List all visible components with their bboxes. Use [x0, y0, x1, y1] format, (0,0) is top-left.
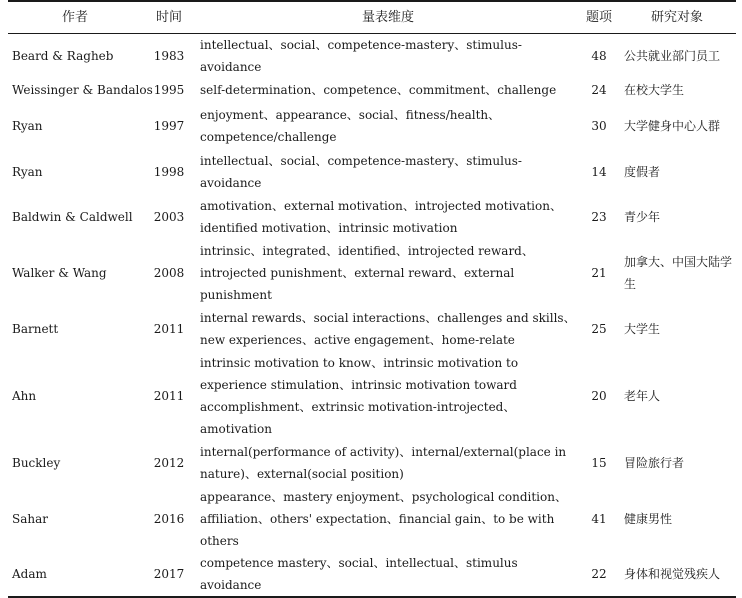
table-row — [8, 194, 736, 240]
header-author: 作者 — [8, 1, 142, 34]
cell-author: Ahn — [12, 389, 37, 403]
table-row — [8, 240, 736, 306]
header-year: 时间 — [142, 1, 196, 34]
cell-dimensions: intellectual、social、competence-mastery、stimulus-avoidance — [200, 154, 522, 190]
cell-year: 2016 — [153, 512, 185, 526]
cell-author: Baldwin & Caldwell — [12, 210, 133, 224]
cell-subject: 在校大学生 — [624, 83, 685, 97]
cell-items: 15 — [591, 456, 607, 470]
cell-dimensions: self-determination、competence、commitment、challenge — [200, 83, 557, 97]
cell-author: Ryan — [12, 119, 43, 133]
cell-author: Walker & Wang — [12, 266, 107, 280]
cell-subject: 健康男性 — [624, 512, 673, 526]
cell-subject: 公共就业部门员工 — [624, 49, 721, 63]
cell-year: 1998 — [153, 165, 185, 179]
cell-dimensions: intrinsic、integrated、identified、introjected reward、introjected punishment、external reward、external punishment — [200, 244, 534, 302]
cell-items: 30 — [591, 119, 607, 133]
cell-year: 1983 — [153, 49, 185, 63]
cell-subject: 大学健身中心人群 — [624, 119, 721, 133]
cell-author: Sahar — [12, 512, 48, 526]
table-row — [8, 440, 736, 486]
cell-dimensions: internal rewards、social interactions、challenges and skills、new experiences、active engagement、home-relate — [200, 311, 576, 347]
cell-subject: 度假者 — [624, 165, 661, 179]
table-row — [8, 78, 736, 102]
cell-items: 21 — [591, 266, 607, 280]
cell-items: 20 — [591, 389, 607, 403]
cell-year: 2011 — [153, 322, 185, 336]
scale-comparison-table — [8, 0, 736, 598]
cell-year: 1995 — [153, 83, 185, 97]
table-row — [8, 306, 736, 352]
cell-year: 1997 — [153, 119, 185, 133]
table-row — [8, 486, 736, 552]
cell-dimensions: enjoyment、appearance、social、fitness/health、competence/challenge — [200, 108, 501, 144]
cell-author: Barnett — [12, 322, 59, 336]
cell-author: Ryan — [12, 165, 43, 179]
cell-items: 25 — [591, 322, 607, 336]
header-dimensions: 量表维度 — [196, 1, 580, 34]
cell-author: Weissinger & Bandalos — [12, 83, 153, 97]
cell-subject: 加拿大、中国大陆学生 — [624, 255, 733, 291]
cell-author: Buckley — [12, 456, 61, 470]
cell-items: 48 — [591, 49, 607, 63]
table-row — [8, 552, 736, 597]
cell-year: 2012 — [153, 456, 185, 470]
cell-items: 22 — [580, 552, 618, 597]
table-body — [8, 34, 736, 598]
cell-dimensions: internal(performance of activity)、internal/external(place in nature)、external(social position) — [200, 445, 567, 481]
table-row — [8, 102, 736, 150]
table-row — [8, 150, 736, 194]
cell-year: 2008 — [153, 266, 185, 280]
cell-items: 14 — [591, 165, 607, 179]
table-header — [8, 1, 736, 34]
cell-dimensions: competence mastery、social、intellectual、stimulus avoidance — [196, 552, 580, 597]
cell-subject: 冒险旅行者 — [624, 456, 685, 470]
cell-dimensions: intellectual、social、competence-mastery、stimulus-avoidance — [200, 38, 522, 74]
cell-items: 41 — [591, 512, 607, 526]
header-subject: 研究对象 — [618, 1, 736, 34]
cell-year: 2003 — [153, 210, 185, 224]
cell-author: Beard & Ragheb — [12, 49, 114, 63]
cell-subject: 青少年 — [624, 210, 661, 224]
cell-dimensions: amotivation、external motivation、introjected motivation、identified motivation、intrinsic motivation — [200, 199, 562, 235]
cell-year: 2017 — [142, 552, 196, 597]
table-row — [8, 352, 736, 440]
cell-dimensions: intrinsic motivation to know、intrinsic motivation to experience stimulation、intrinsic motivation toward accomplishment、extrinsic motivation-introjected、amotivation — [200, 356, 519, 436]
header-row — [8, 1, 736, 34]
header-items: 题项 — [580, 1, 618, 34]
cell-subject: 大学生 — [624, 322, 661, 336]
cell-dimensions: appearance、mastery enjoyment、psychological condition、affiliation、others' expectation、financial gain、to be with others — [200, 490, 567, 548]
cell-subject: 身体和视觉残疾人 — [618, 552, 736, 597]
cell-items: 23 — [591, 210, 607, 224]
cell-items: 24 — [591, 83, 607, 97]
cell-year: 2011 — [153, 389, 185, 403]
cell-subject: 老年人 — [624, 389, 661, 403]
table-row — [8, 34, 736, 79]
cell-author: Adam — [8, 552, 142, 597]
